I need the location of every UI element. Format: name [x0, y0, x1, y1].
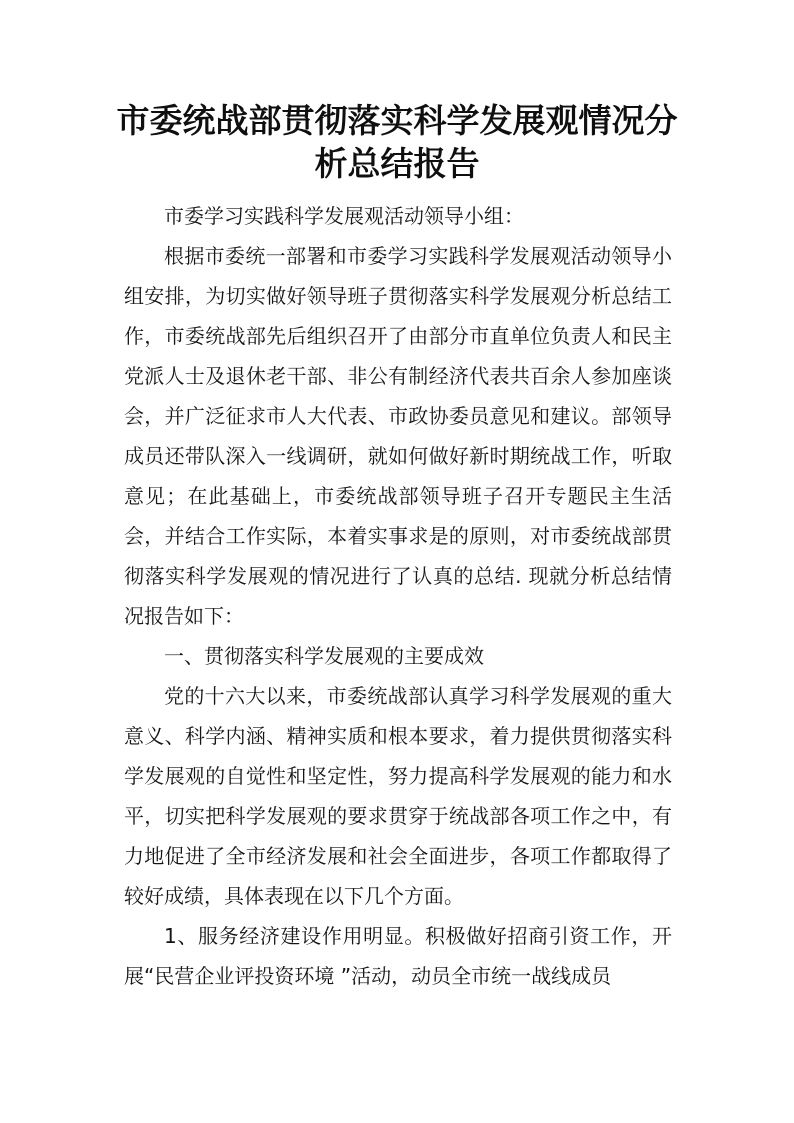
paragraph-economic-service: 1、服务经济建设作用明显。积极做好招商引资工作，开展“民营企业评投资环境 ”活动，动员全市统一战线成员 [124, 924, 672, 988]
document-body [124, 196, 672, 996]
paragraph-achievements: 党的十六大以来，市委统战部认真学习科学发展观的重大意义、科学内涵、精神实质和根本要求，着力提供贯彻落实科学发展观的自觉性和坚定性，努力提高科学发展观的能力和水平，切实把科学发展观的要求贯穿于统战部各项工作之中，有力地促进了全市经济发展和社会全面进步，各项工作都取得了较好成绩，具体表现在以下几个方面。 [124, 684, 672, 908]
document-title-line-1: 市委统战部贯彻落实科学发展观情况分 [116, 101, 678, 140]
paragraph-intro: 根据市委统一部署和市委学习实践科学发展观活动领导小组安排，为切实做好领导班子贯彻落实科学发展观分析总结工作，市委统战部先后组织召开了由部分市直单位负责人和民主党派人士及退休老干部、非公有制经济代表共百余人参加座谈会，并广泛征求市人大代表、市政协委员意见和建议。部领导成员还带队深入一线调研，就如何做好新时期统战工作，听取意见；在此基础上，市委统战部领导班子召开专题民主生活会，并结合工作实际，本着实事求是的原则，对市委统战部贯彻落实科学发展观的情况进行了认真的总结. 现就分析总结情况报告如下： [124, 244, 672, 628]
document-title-line-2: 析总结报告 [314, 144, 480, 183]
salutation: 市委学习实践科学发展观活动领导小组： [164, 204, 524, 228]
section-heading: 一、贯彻落实科学发展观的主要成效 [164, 644, 484, 668]
